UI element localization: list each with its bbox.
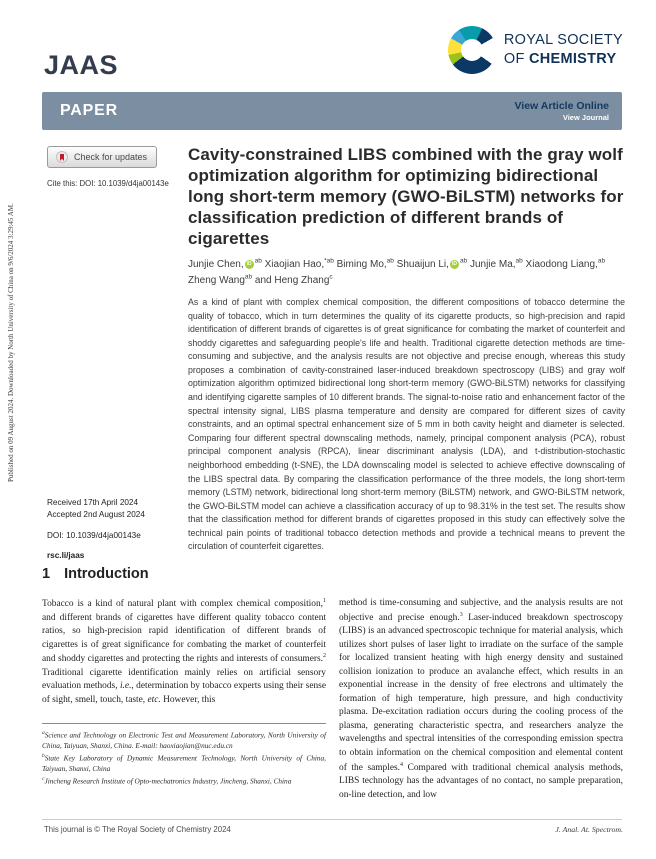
author-name: Zheng Wang$^{ab}$ (188, 273, 253, 286)
intro-left-column: Tobacco is a kind of natural plant with complex chemical composition,$^1$ and different brands of cigarettes have different quality tobacco content ratios, so high-precision rapid identification of different brands of cigarettes is of great significance for combating the market of counterfeit and shoddy cigarettes and protecting the rights and interests of consumers.$^2$ Traditional cigarette identification mainly relies on artificial sensory evaluation methods, i.e., determination by tobacco experts using their sense of sight, smell, touch, taste, etc. However, this (42, 598, 326, 705)
body-columns (42, 597, 623, 802)
author-name: Junjie Chen, iD $^{ab}$ (188, 258, 262, 271)
received-accepted-block (47, 497, 185, 562)
article-title: Cavity-constrained LIBS combined with the gray wolf optimization algorithm for optimizing bidirectional long short-term memory (GWO-BiLSTM) networks for classification prediction of different brands of cigarettes (188, 145, 624, 248)
view-article-online-link[interactable]: View Article Online (514, 99, 609, 112)
footnote-item: $^a$Science and Technology on Electronic Test and Measurement Laboratory, North University of China, Taiyuan, Shanxi, China. E-mail: haoxiaojian@nuc.edu.cn (42, 729, 326, 750)
author-name: and Heng Zhang$^c$ (254, 273, 333, 286)
journal-logo-jaas: JAAS (44, 50, 119, 80)
rsc-logo (448, 26, 623, 74)
journal-link[interactable]: rsc.li/jaas (47, 550, 85, 560)
check-for-updates-label: Check for updates (74, 152, 148, 162)
author-name: Xiaojian Hao,$^{*ab}$ (264, 258, 334, 271)
cite-this-doi: Cite this: DOI: 10.1039/d4ja00143e (47, 179, 169, 188)
author-name: Xiaodong Liang,$^{ab}$ (525, 258, 606, 271)
section-title: Introduction (64, 566, 149, 582)
footnote-item: $^b$State Key Laboratory of Dynamic Measurement Technology, North University of China, Taiyuan, Shanxi, China (42, 752, 326, 774)
article-doi: DOI: 10.1039/d4ja00143e (47, 530, 141, 540)
check-for-updates-button[interactable] (47, 146, 157, 168)
accepted-date: Accepted 2nd August 2024 (47, 510, 145, 520)
intro-right-column: method is time-consuming and subjective, and the analysis results are not objective and precise enough.$^3$ Laser-induced breakdown spectroscopy (LIBS) is an advanced spectroscopic technique for material analysis, which utilizes short pulses of laser light to irradiate on the surface of the sample for localized transient heating with high energy density and sustained collision ionization to produce an avalanche effect, which results in an exponential increase in the density of free electrons and ultimately the formation of high temperature, high pressure, and high conductivity plasma. De-excitation radiation occurs during the cooling process of the plasma, generating characteristic spectra, and researchers analyze the wavelengths and spectral intensities of the corresponding emission spectra to obtain information on the chemical composition and elemental content of the samples.$^4$ Compared with traditional chemical analysis methods, LIBS technology has the advantages of no contact, no sample preparation, on-line detection, and low (339, 598, 624, 800)
rsc-logo-line2: OF CHEMISTRY (503, 51, 617, 67)
view-journal-link[interactable]: View Journal (562, 112, 609, 122)
abstract-text: As a kind of plant with complex chemical composition, the different compositions of tobacco determine the quality of tobacco, which in turn determines the quality of its cigarette products, so high-precision and rapid identification of different brands of cigarettes is of great significance for combating the market of counterfeit and shoddy cigarettes and safeguarding people's life and health. Traditional cigarette detection methods are time-consuming and subjective, and the analysis results are not objective and precise enough, whereas this study proposes a combination of cavity-constrained laser-induced breakdown spectroscopy (LIBS) and gray wolf optimization algorithm optimized bidirectional long short-term memory (GWO-BiLSTM) networks for classifying and identifying cigarette samples of 10 different brands. The signal-to-noise ratio and enhancement factor of the spectral intensity signal, LIBS plasma temperature and density are compared for different sizes of cavity constraints, and an optimal spectral enhancement size of 5 mm in both cavity height and diameter is selected. Comparing four different spectral downscaling methods, namely, principal component analysis (PCA), robust principal component analysis (RPCA), linear discriminant analysis (LDA), and t-distribution-stochastic neighborhood embedding (t-SNE), the LDA downscaling model is selected to achieve effective downscaling of the LIBS spectral data. By comparing the classification performance of the three models, the long short-term memory (LSTM) network, bidirectional long short-term memory (BiLSTM) network, and GWO-BiLSTM network, the GWO-BiLSTM model can achieve a classification accuracy of up to 98.31% in the test set. The results show that the classification method for different brands of cigarettes proposed in this study can effectively solve the technical pain points of traditional tobacco detection methods and provide a technical means to prevent the circulation of counterfeit cigarettes. (188, 297, 625, 552)
rsc-c-icon (448, 26, 496, 74)
section-number: 1 (42, 566, 51, 582)
footer-copyright: This journal is © The Royal Society of Chemistry 2024 (44, 825, 231, 834)
footnotes-block (42, 723, 326, 788)
authors-line (188, 257, 625, 288)
paper-type-label: PAPER (60, 102, 118, 119)
author-name: Shuaijun Li, iD $^{ab}$ (396, 258, 468, 271)
author-name: Biming Mo,$^{ab}$ (336, 258, 394, 271)
author-name: Junjie Ma,$^{ab}$ (469, 258, 523, 271)
orcid-icon[interactable]: iD (246, 261, 252, 268)
footer-divider (42, 819, 622, 820)
section-heading-introduction (42, 566, 149, 582)
rsc-logo-text (504, 31, 623, 69)
footer-journal-ref: J. Anal. At. Spectrom. (555, 825, 623, 834)
received-date: Received 17th April 2024 (47, 498, 139, 507)
crossmark-icon (56, 151, 68, 163)
paper-type-banner (42, 92, 622, 130)
rsc-logo-line1: ROYAL SOCIETY (503, 32, 623, 49)
orcid-icon[interactable]: iD (451, 261, 457, 268)
published-download-note: Published on 09 August 2024. Downloaded by North University of China on 9/6/2024 3:29:45 AM. (7, 203, 15, 482)
footnote-item: $^c$Jincheng Research Institute of Opto-mechatronics Industry, Jincheng, Shanxi, China (42, 776, 292, 786)
